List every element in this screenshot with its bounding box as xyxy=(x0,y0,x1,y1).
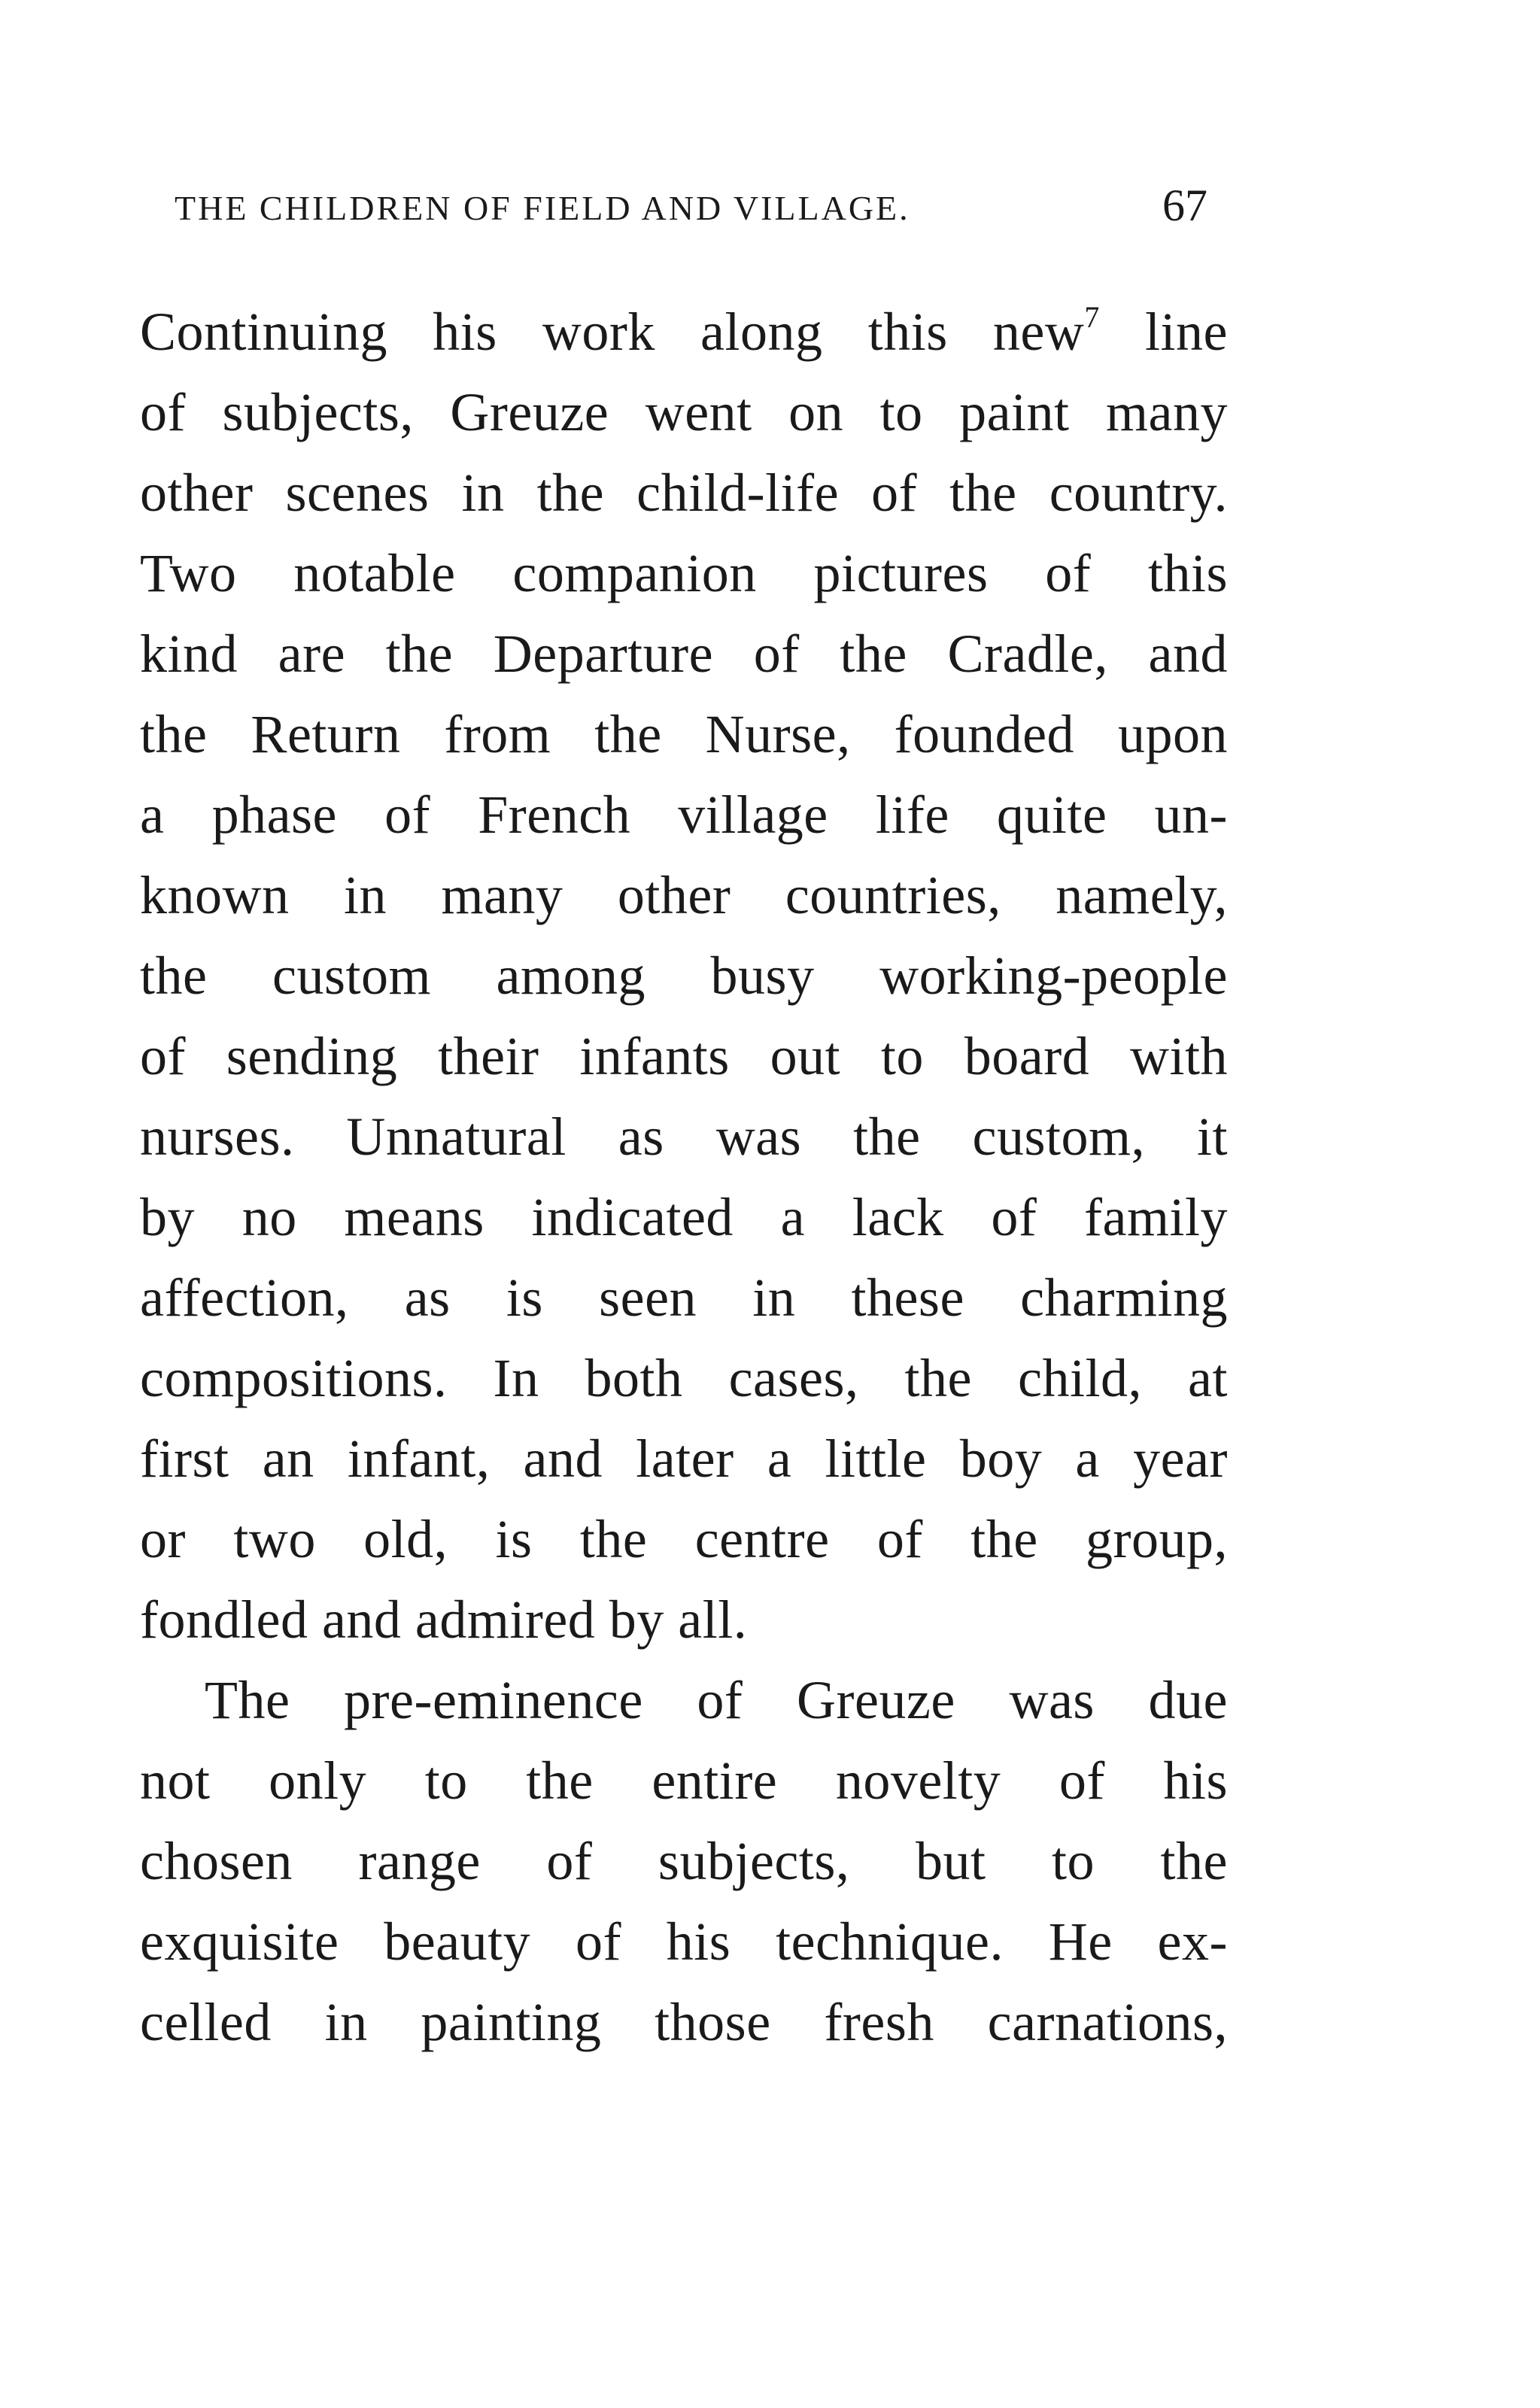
footnote-marker: 7 xyxy=(1084,300,1100,334)
text-line: fondled and admired by all. xyxy=(140,1590,748,1650)
running-head xyxy=(175,175,1228,242)
text-run: Continuing his work along this new xyxy=(140,302,1085,362)
text-line: other scenes in the child-life of the country. xyxy=(140,463,1228,523)
text-line xyxy=(140,292,1228,372)
text-line: The pre-eminence of Greuze was due xyxy=(205,1670,1228,1730)
text-line: exquisite beauty of his technique. He ex- xyxy=(140,1912,1228,1972)
text-line: compositions. In both cases, the child, at xyxy=(140,1348,1228,1408)
paragraph-1 xyxy=(140,292,1228,1660)
text-line: of subjects, Greuze went on to paint many xyxy=(140,382,1228,442)
text-line: of sending their infants out to board with xyxy=(140,1026,1228,1086)
body-text xyxy=(140,292,1228,2063)
text-run: line xyxy=(1099,302,1228,362)
page-number: 67 xyxy=(1162,181,1207,230)
text-line: known in many other countries, namely, xyxy=(140,865,1228,925)
paragraph-2 xyxy=(140,1660,1228,2063)
text-line: kind are the Departure of the Cradle, and xyxy=(140,624,1228,684)
running-title: THE CHILDREN OF FIELD AND VILLAGE. xyxy=(175,189,910,227)
text-line: by no means indicated a lack of family xyxy=(140,1187,1228,1247)
text-line: the custom among busy working-people xyxy=(140,946,1228,1006)
text-line: chosen range of subjects, but to the xyxy=(140,1831,1228,1891)
text-line: first an infant, and later a little boy a year xyxy=(140,1429,1228,1489)
text-line: or two old, is the centre of the group, xyxy=(140,1509,1228,1569)
text-line: a phase of French village life quite un- xyxy=(140,785,1228,845)
text-line: celled in painting those fresh carnations, xyxy=(140,1992,1228,2052)
text-line: the Return from the Nurse, founded upon xyxy=(140,704,1228,764)
text-line: nurses. Unnatural as was the custom, it xyxy=(140,1107,1228,1167)
text-line: Two notable companion pictures of this xyxy=(140,543,1228,603)
text-line: affection, as is seen in these charming xyxy=(140,1268,1228,1328)
text-line: not only to the entire novelty of his xyxy=(140,1751,1228,1811)
